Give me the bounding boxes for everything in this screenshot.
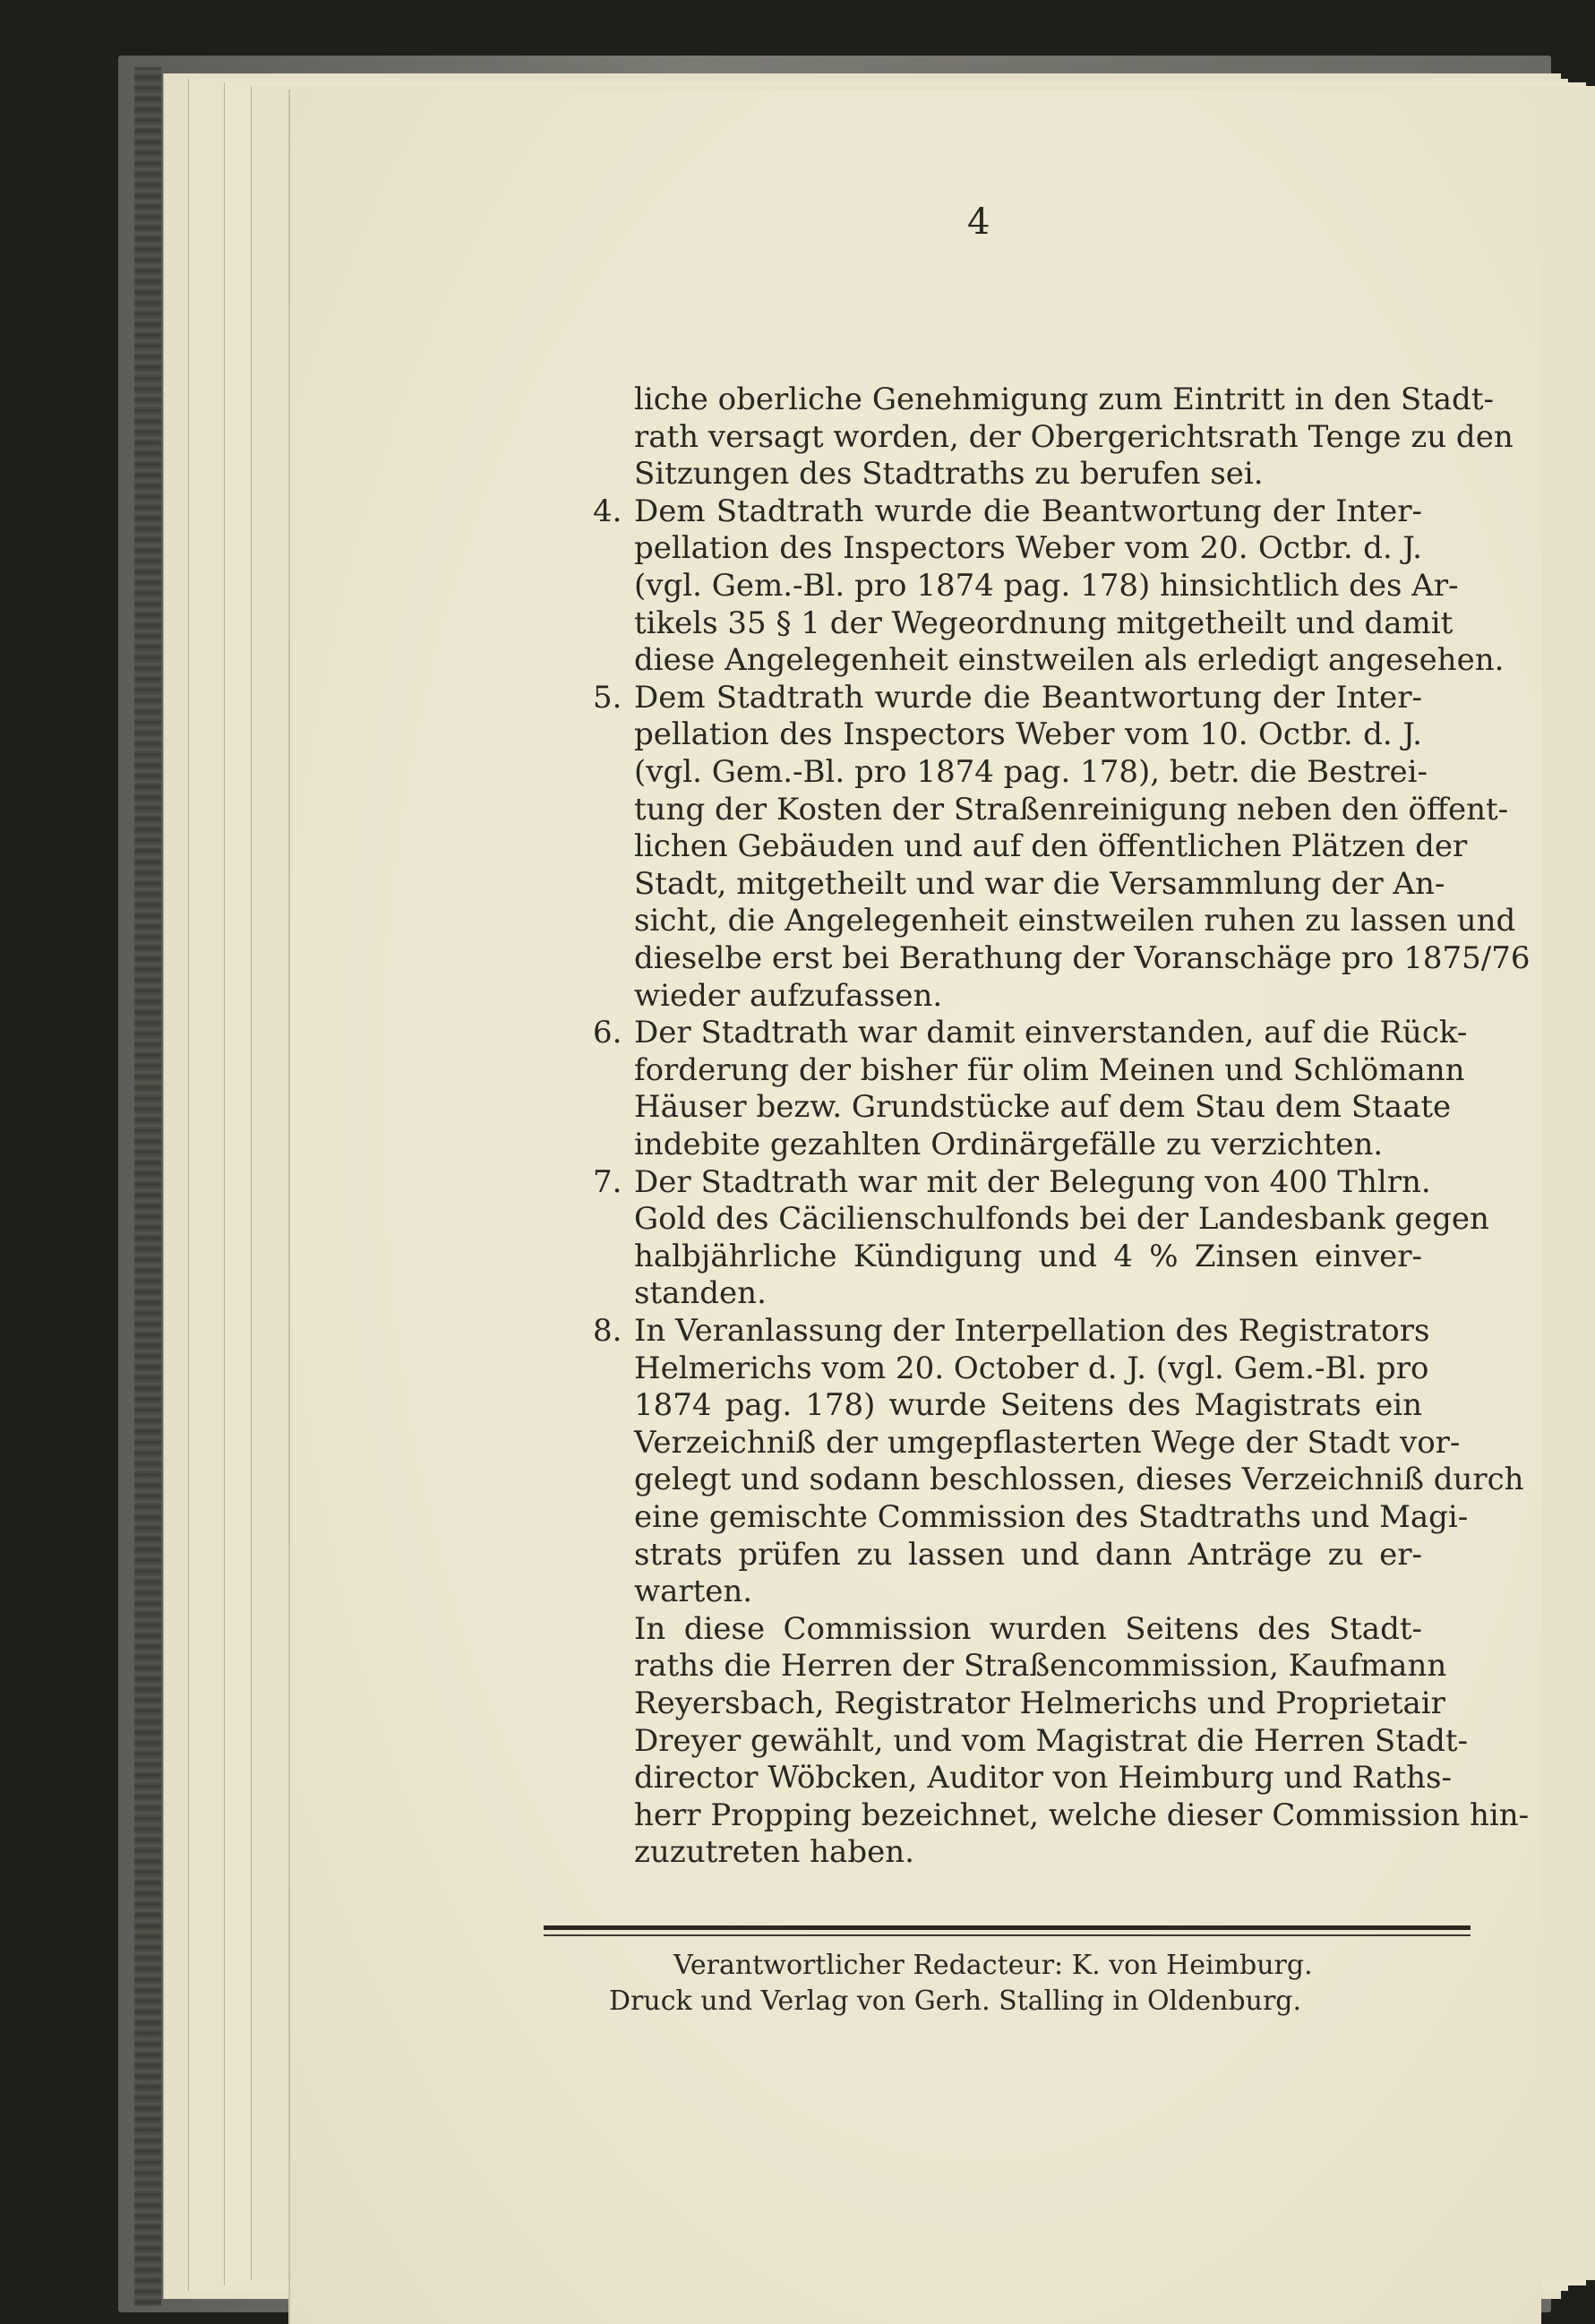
text-line: lichen Gebäuden und auf den öffentlichen Plätzen der: [634, 828, 1468, 864]
text-line: gelegt und sodann beschlossen, dieses Verzeichniß durch: [634, 1462, 1524, 1497]
text-line: wieder aufzufassen.: [634, 978, 943, 1014]
footer-rule-thin: [544, 1934, 1471, 1936]
text-line: halbjährliche Kündigung und 4 % Zinsen einver-: [634, 1239, 1422, 1274]
text-line: sicht, die Angelegenheit einstweilen ruhen zu lassen und: [634, 903, 1516, 939]
text-line: Dem Stadtrath wurde die Beantwortung der Inter-: [634, 493, 1422, 529]
text-line: dieselbe erst bei Berathung der Voranschäge pro 1875/76: [634, 940, 1531, 976]
item-number: 5.: [593, 680, 622, 716]
text-line: zuzutreten haben.: [634, 1834, 914, 1870]
text-line: Der Stadtrath war damit einverstanden, auf die Rück-: [634, 1015, 1468, 1051]
text-line: Dem Stadtrath wurde die Beantwortung der Inter-: [634, 680, 1422, 716]
text-line: Dreyer gewählt, und vom Magistrat die Herren Stadt-: [634, 1723, 1469, 1759]
text-line: In Veranlassung der Interpellation des Registrators: [634, 1313, 1430, 1349]
text-line: eine gemischte Commission des Stadtraths und Magi-: [634, 1499, 1469, 1535]
text-line: indebite gezahlten Ordinärgefälle zu verzichten.: [634, 1127, 1384, 1162]
text-line: raths die Herren der Straßencommission, Kaufmann: [634, 1648, 1447, 1684]
text-line: strats prüfen zu lassen und dann Anträge zu er-: [634, 1537, 1422, 1573]
page-number: 4: [967, 202, 990, 243]
text-line: director Wöbcken, Auditor von Heimburg und Raths-: [634, 1760, 1452, 1796]
text-line: tung der Kosten der Straßenreinigung neben den öffent-: [634, 792, 1509, 828]
text-line: liche oberliche Genehmigung zum Eintritt in den Stadt-: [634, 382, 1494, 417]
text-line: Häuser bezw. Grundstücke auf dem Stau dem Staate: [634, 1089, 1452, 1125]
text-line: diese Angelegenheit einstweilen als erledigt angesehen.: [634, 642, 1505, 678]
text-line: 1874 pag. 178) wurde Seitens des Magistrats ein: [634, 1387, 1422, 1423]
editor-line: Verantwortlicher Redacteur: K. von Heimburg.: [673, 1950, 1313, 1981]
text-line: pellation des Inspectors Weber vom 10. Octbr. d. J.: [634, 716, 1422, 752]
item-number: 6.: [593, 1015, 622, 1051]
text-line: herr Propping bezeichnet, welche dieser Commission hin-: [634, 1797, 1530, 1833]
text-line: tikels 35 § 1 der Wegeordnung mitgetheilt und damit: [634, 605, 1454, 641]
text-line: (vgl. Gem.-Bl. pro 1874 pag. 178) hinsichtlich des Ar-: [634, 568, 1459, 604]
text-line: warten.: [634, 1574, 753, 1609]
text-line: rath versagt worden, der Obergerichtsrath Tenge zu den: [634, 419, 1514, 455]
text-line: forderung der bisher für olim Meinen und Schlömann: [634, 1052, 1465, 1088]
item-number: 8.: [593, 1313, 622, 1349]
printer-line: Druck und Verlag von Gerh. Stalling in Oldenburg.: [609, 1985, 1302, 2017]
item-number: 4.: [593, 493, 622, 529]
text-line: In diese Commission wurden Seitens des Stadt-: [634, 1611, 1422, 1647]
text-line: standen.: [634, 1275, 767, 1311]
item-number: 7.: [593, 1164, 622, 1200]
text-line: (vgl. Gem.-Bl. pro 1874 pag. 178), betr. die Bestrei-: [634, 754, 1428, 790]
text-line: Sitzungen des Stadtraths zu berufen sei.: [634, 456, 1264, 492]
text-line: Verzeichniß der umgepflasterten Wege der Stadt vor-: [634, 1425, 1461, 1461]
footer-rule: [544, 1925, 1471, 1930]
text-line: Stadt, mitgetheilt und war die Versammlung der An-: [634, 866, 1445, 902]
text-line: Gold des Cäcilienschulfonds bei der Landesbank gegen: [634, 1201, 1489, 1237]
text-line: Helmerichs vom 20. October d. J. (vgl. Gem.-Bl. pro: [634, 1351, 1429, 1386]
text-line: Reyersbach, Registrator Helmerichs und Proprietair: [634, 1685, 1445, 1721]
text-line: Der Stadtrath war mit der Belegung von 400 Thlrn.: [634, 1164, 1431, 1200]
text-line: pellation des Inspectors Weber vom 20. Octbr. d. J.: [634, 530, 1422, 566]
